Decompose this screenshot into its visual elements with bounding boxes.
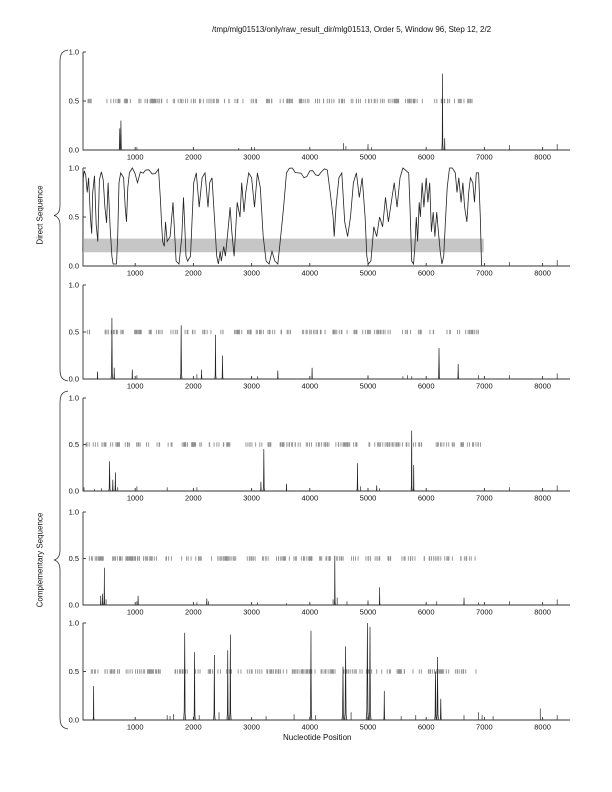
signal-peak bbox=[102, 594, 103, 605]
x-tick-label: 4000 bbox=[301, 607, 319, 617]
signal-peak bbox=[384, 691, 385, 720]
signal-peak bbox=[277, 371, 278, 380]
x-tick-label: 6000 bbox=[417, 493, 435, 503]
x-tick-label: 1000 bbox=[126, 268, 144, 278]
x-tick-label: 8000 bbox=[534, 722, 551, 732]
signal-peak bbox=[184, 633, 186, 720]
x-tick-label: 3000 bbox=[243, 493, 260, 503]
x-tick-label: 8000 bbox=[534, 607, 551, 617]
signal-peak bbox=[97, 372, 98, 380]
gene-marker-row bbox=[86, 442, 481, 446]
x-tick-label: 8000 bbox=[534, 381, 551, 391]
signal-peak bbox=[376, 485, 377, 491]
gene-marker-row bbox=[88, 99, 473, 103]
signal-peak bbox=[263, 449, 265, 491]
x-tick-label: 1000 bbox=[126, 493, 144, 503]
signal-peak bbox=[227, 650, 229, 720]
y-tick-label: 1.0 bbox=[68, 618, 79, 628]
x-tick-label: 5000 bbox=[359, 722, 377, 732]
signal-peak bbox=[310, 631, 312, 720]
signal-peak bbox=[109, 461, 111, 491]
x-tick-label: 4000 bbox=[301, 268, 319, 278]
signal-peak bbox=[201, 370, 202, 379]
signal-peak bbox=[222, 356, 223, 380]
group-label-direct-sequence: Direct Sequence bbox=[35, 185, 45, 245]
signal-peak bbox=[230, 635, 232, 720]
signal-peak bbox=[458, 364, 459, 379]
x-tick-label: 2000 bbox=[185, 493, 202, 503]
x-tick-label: 6000 bbox=[417, 152, 435, 162]
x-tick-label: 2000 bbox=[185, 607, 202, 617]
gene-marker-row bbox=[89, 556, 476, 560]
signal-peak bbox=[180, 325, 182, 379]
x-tick-label: 6000 bbox=[417, 607, 435, 617]
x-tick-label: 2000 bbox=[185, 268, 202, 278]
x-tick-label: 1000 bbox=[126, 152, 144, 162]
x-tick-label: 5000 bbox=[359, 268, 377, 278]
x-tick-label: 7000 bbox=[476, 381, 493, 391]
signal-peak bbox=[115, 472, 116, 491]
x-tick-label: 5000 bbox=[359, 493, 377, 503]
x-tick-label: 4000 bbox=[301, 493, 319, 503]
signal-peak bbox=[111, 318, 113, 379]
gene-marker-row bbox=[91, 669, 477, 673]
signal-peak bbox=[312, 368, 313, 379]
panel-complementary-frame-1 bbox=[69, 394, 570, 503]
y-tick-label: 0.5 bbox=[68, 554, 79, 564]
x-tick-label: 3000 bbox=[243, 268, 260, 278]
signal-peak bbox=[442, 74, 443, 150]
gene-marker-row bbox=[87, 330, 479, 334]
signal-peak bbox=[100, 596, 101, 605]
x-tick-label: 2000 bbox=[185, 381, 202, 391]
x-tick-label: 7000 bbox=[476, 493, 493, 503]
signal-peak bbox=[93, 686, 94, 720]
x-tick-label: 4000 bbox=[301, 381, 319, 391]
complementary-sequence-brace bbox=[54, 391, 68, 729]
x-tick-label: 7000 bbox=[476, 607, 493, 617]
signal-peak bbox=[286, 484, 287, 491]
x-tick-label: 8000 bbox=[534, 152, 551, 162]
signal-peak bbox=[344, 646, 346, 720]
panel-complementary-frame-2 bbox=[69, 508, 570, 617]
x-tick-label: 8000 bbox=[534, 268, 551, 278]
x-tick-label: 1000 bbox=[126, 381, 144, 391]
x-tick-label: 7000 bbox=[476, 268, 493, 278]
panel-direct-frame-2 bbox=[69, 164, 570, 278]
x-tick-label: 7000 bbox=[476, 722, 493, 732]
direct-sequence-brace bbox=[54, 50, 68, 381]
signal-peak bbox=[379, 587, 380, 605]
x-tick-label: 6000 bbox=[417, 268, 435, 278]
signal-peak bbox=[120, 121, 121, 150]
signal-peak bbox=[132, 370, 133, 379]
signal-peak bbox=[413, 465, 414, 491]
signal-peak bbox=[194, 652, 196, 720]
x-tick-label: 5000 bbox=[359, 381, 377, 391]
signal-peak bbox=[114, 368, 115, 379]
signal-peak bbox=[112, 480, 113, 491]
signal-peak bbox=[138, 596, 139, 605]
signal-peak bbox=[411, 431, 412, 491]
signal-peak bbox=[438, 348, 440, 379]
y-tick-label: 0.5 bbox=[68, 667, 79, 677]
x-tick-label: 1000 bbox=[126, 722, 144, 732]
y-tick-label: 1.0 bbox=[68, 507, 79, 517]
y-tick-label: 0.0 bbox=[68, 486, 79, 496]
group-label-complementary-sequence: Complementary Sequence bbox=[35, 512, 45, 608]
x-tick-label: 6000 bbox=[417, 381, 435, 391]
y-tick-label: 0.5 bbox=[68, 327, 79, 337]
x-axis-title: Nucleotide Position bbox=[283, 733, 352, 742]
x-tick-label: 7000 bbox=[476, 152, 493, 162]
signal-peak bbox=[440, 699, 441, 720]
orf-band bbox=[84, 239, 484, 253]
y-tick-label: 0.5 bbox=[68, 440, 79, 450]
signal-peak bbox=[215, 335, 216, 379]
signal-peak bbox=[464, 598, 465, 605]
y-tick-label: 1.0 bbox=[68, 393, 79, 403]
signal-peak bbox=[104, 568, 105, 605]
x-tick-label: 5000 bbox=[359, 607, 377, 617]
y-tick-label: 0.5 bbox=[68, 212, 79, 222]
x-tick-label: 2000 bbox=[185, 722, 202, 732]
y-tick-label: 0.0 bbox=[68, 261, 79, 271]
x-tick-label: 1000 bbox=[126, 607, 144, 617]
x-tick-label: 6000 bbox=[417, 722, 435, 732]
signal-peak bbox=[260, 482, 261, 491]
y-tick-label: 1.0 bbox=[68, 163, 79, 173]
y-tick-label: 0.0 bbox=[68, 600, 79, 610]
x-tick-label: 3000 bbox=[243, 152, 260, 162]
x-tick-label: 8000 bbox=[534, 493, 551, 503]
signal-peak bbox=[214, 655, 216, 720]
x-tick-label: 3000 bbox=[243, 722, 260, 732]
signal-peak bbox=[206, 599, 207, 606]
y-tick-label: 0.5 bbox=[68, 96, 79, 106]
signal-peak bbox=[357, 463, 358, 491]
x-tick-label: 3000 bbox=[243, 607, 260, 617]
panel-direct-frame-3 bbox=[69, 281, 570, 391]
x-tick-label: 2000 bbox=[185, 152, 202, 162]
x-tick-label: 3000 bbox=[243, 381, 260, 391]
y-tick-label: 1.0 bbox=[68, 47, 79, 57]
page-title: /tmp/mlg01513/only/raw_result_dir/mlg01513, Order 5, Window 96, Step 12, 2/2 bbox=[212, 25, 492, 34]
signal-peak bbox=[444, 138, 445, 150]
panel-complementary-frame-3 bbox=[69, 619, 570, 732]
signal-peak bbox=[342, 667, 344, 720]
x-tick-label: 5000 bbox=[359, 152, 377, 162]
y-tick-label: 0.0 bbox=[68, 374, 79, 384]
x-tick-label: 4000 bbox=[301, 152, 319, 162]
y-tick-label: 0.0 bbox=[68, 145, 79, 155]
signal-peak bbox=[435, 672, 437, 721]
signal-peak bbox=[437, 657, 439, 720]
x-tick-label: 4000 bbox=[301, 722, 319, 732]
signal-peak bbox=[334, 556, 335, 605]
panel-direct-frame-1 bbox=[69, 48, 570, 162]
y-tick-label: 0.0 bbox=[68, 715, 79, 725]
y-tick-label: 1.0 bbox=[68, 280, 79, 290]
